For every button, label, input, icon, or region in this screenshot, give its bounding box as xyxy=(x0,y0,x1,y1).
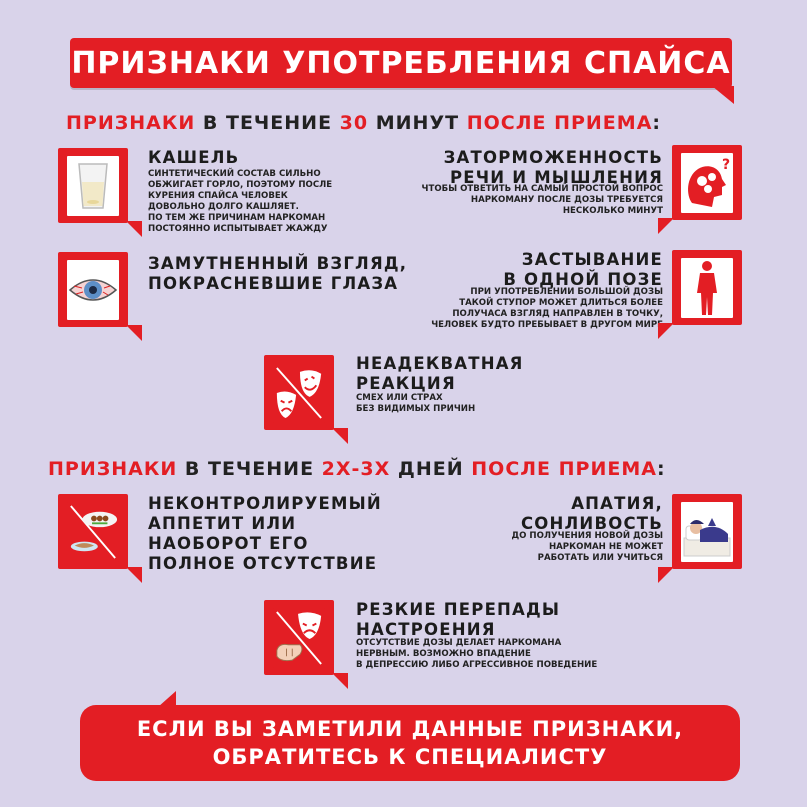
section-prefix: ПРИЗНАКИ xyxy=(66,112,196,134)
apathy-title: АПАТИЯ, СОНЛИВОСТЬ xyxy=(520,494,663,533)
section-prefix: ПРИЗНАКИ xyxy=(48,458,178,480)
glass-icon xyxy=(67,156,119,216)
reaction-title: НЕАДЕКВАТНАЯ РЕАКЦИЯ xyxy=(356,354,524,393)
section-suffix: ПОСЛЕ ПРИЕМА xyxy=(466,112,653,134)
freeze-icon-box xyxy=(672,250,742,325)
food-plates-icon xyxy=(67,502,119,562)
cough-description: СИНТЕТИЧЕСКИЙ СОСТАВ СИЛЬНО ОБЖИГАЕТ ГОРЛО, ПОЭТОМУ ПОСЛЕ КУРЕНИЯ СПАЙСА ЧЕЛОВЕК ДОВОЛЬНО ДОЛГО КАШЛЯЕТ. ПО ТЕМ ЖЕ ПРИЧИНАМ НАРКОМАН ПОСТОЯННО ИСПЫТЫВАЕТ ЖАЖДУ xyxy=(148,169,333,234)
call-to-action-line-2: ОБРАТИТЕСЬ К СПЕЦИАЛИСТУ xyxy=(212,745,608,769)
standing-person-icon xyxy=(681,258,733,318)
freeze-title: ЗАСТЫВАНИЕ В ОДНОЙ ПОЗЕ xyxy=(503,250,663,289)
section-middle: В ТЕЧЕНИЕ xyxy=(184,458,315,480)
eyes-title: ЗАМУТНЕННЫЙ ВЗГЛЯД, ПОКРАСНЕВШИЕ ГЛАЗА xyxy=(148,254,408,293)
section-time: 2Х-3Х xyxy=(321,458,391,480)
apathy-icon-box xyxy=(672,494,742,569)
eyes-icon-box xyxy=(58,252,128,327)
reaction-description: СМЕХ ИЛИ СТРАХ БЕЗ ВИДИМЫХ ПРИЧИН xyxy=(356,393,476,414)
mood-description: ОТСУТСТВИЕ ДОЗЫ ДЕЛАЕТ НАРКОМАНА НЕРВНЫМ. ВОЗМОЖНО ВПАДЕНИЕ В ДЕПРЕССИЮ ЛИБО АГРЕССИВНОЕ ПОВЕДЕНИЕ xyxy=(356,638,598,670)
cough-icon-box xyxy=(58,148,128,223)
section-colon: : xyxy=(652,112,662,134)
appetite-title: НЕКОНТРОЛИРУЕМЫЙ АППЕТИТ ИЛИ НАОБОРОТ ЕГО ПОЛНОЕ ОТСУТСТВИЕ xyxy=(148,494,382,573)
mood-icon-box xyxy=(264,600,334,675)
apathy-description: ДО ПОЛУЧЕНИЯ НОВОЙ ДОЗЫ НАРКОМАН НЕ МОЖЕТ РАБОТАТЬ ИЛИ УЧИТЬСЯ xyxy=(511,531,663,563)
svg-text:?: ? xyxy=(722,156,731,173)
section-colon: : xyxy=(656,458,666,480)
slow-thinking-title: ЗАТОРМОЖЕННОСТЬ РЕЧИ И МЫШЛЕНИЯ xyxy=(443,148,663,187)
slow-thinking-icon-box xyxy=(672,145,742,220)
section-heading-2-3-days xyxy=(48,458,666,480)
head-gears-icon xyxy=(681,153,733,213)
section-suffix: ПОСЛЕ ПРИЕМА xyxy=(471,458,657,480)
page-title: ПРИЗНАКИ УПОТРЕБЛЕНИЯ СПАЙСА xyxy=(71,45,731,81)
cough-title: КАШЕЛЬ xyxy=(148,148,240,167)
sleeping-person-icon xyxy=(681,502,733,562)
slow-thinking-description: ЧТОБЫ ОТВЕТИТЬ НА САМЫЙ ПРОСТОЙ ВОПРОС НАРКОМАНУ ПОСЛЕ ДОЗЫ ТРЕБУЕТСЯ НЕСКОЛЬКО МИНУТ xyxy=(421,184,663,216)
section-unit: МИНУТ xyxy=(375,112,460,134)
mask-fist-icon xyxy=(273,608,325,668)
call-to-action-line-1: ЕСЛИ ВЫ ЗАМЕТИЛИ ДАННЫЕ ПРИЗНАКИ, xyxy=(136,717,684,741)
reaction-icon-box xyxy=(264,355,334,430)
freeze-description: ПРИ УПОТРЕБЛЕНИИ БОЛЬШОЙ ДОЗЫ ТАКОЙ СТУПОР МОЖЕТ ДЛИТЬСЯ БОЛЕЕ ПОЛУЧАСА ВЗГЛЯД НАПРАВЛЕН В ТОЧКУ, ЧЕЛОВЕК БУДТО ПРЕБЫВАЕТ В ДРУГОМ МИРЕ xyxy=(431,287,663,330)
title-banner xyxy=(70,38,732,88)
red-eye-icon xyxy=(67,260,119,320)
section-middle: В ТЕЧЕНИЕ xyxy=(202,112,333,134)
mood-title: РЕЗКИЕ ПЕРЕПАДЫ НАСТРОЕНИЯ xyxy=(356,600,561,639)
call-to-action-banner xyxy=(80,705,740,781)
section-unit: ДНЕЙ xyxy=(397,458,464,480)
section-heading-30-minutes xyxy=(66,112,661,134)
theater-masks-icon xyxy=(273,363,325,423)
section-time: 30 xyxy=(339,112,369,134)
appetite-icon-box xyxy=(58,494,128,569)
